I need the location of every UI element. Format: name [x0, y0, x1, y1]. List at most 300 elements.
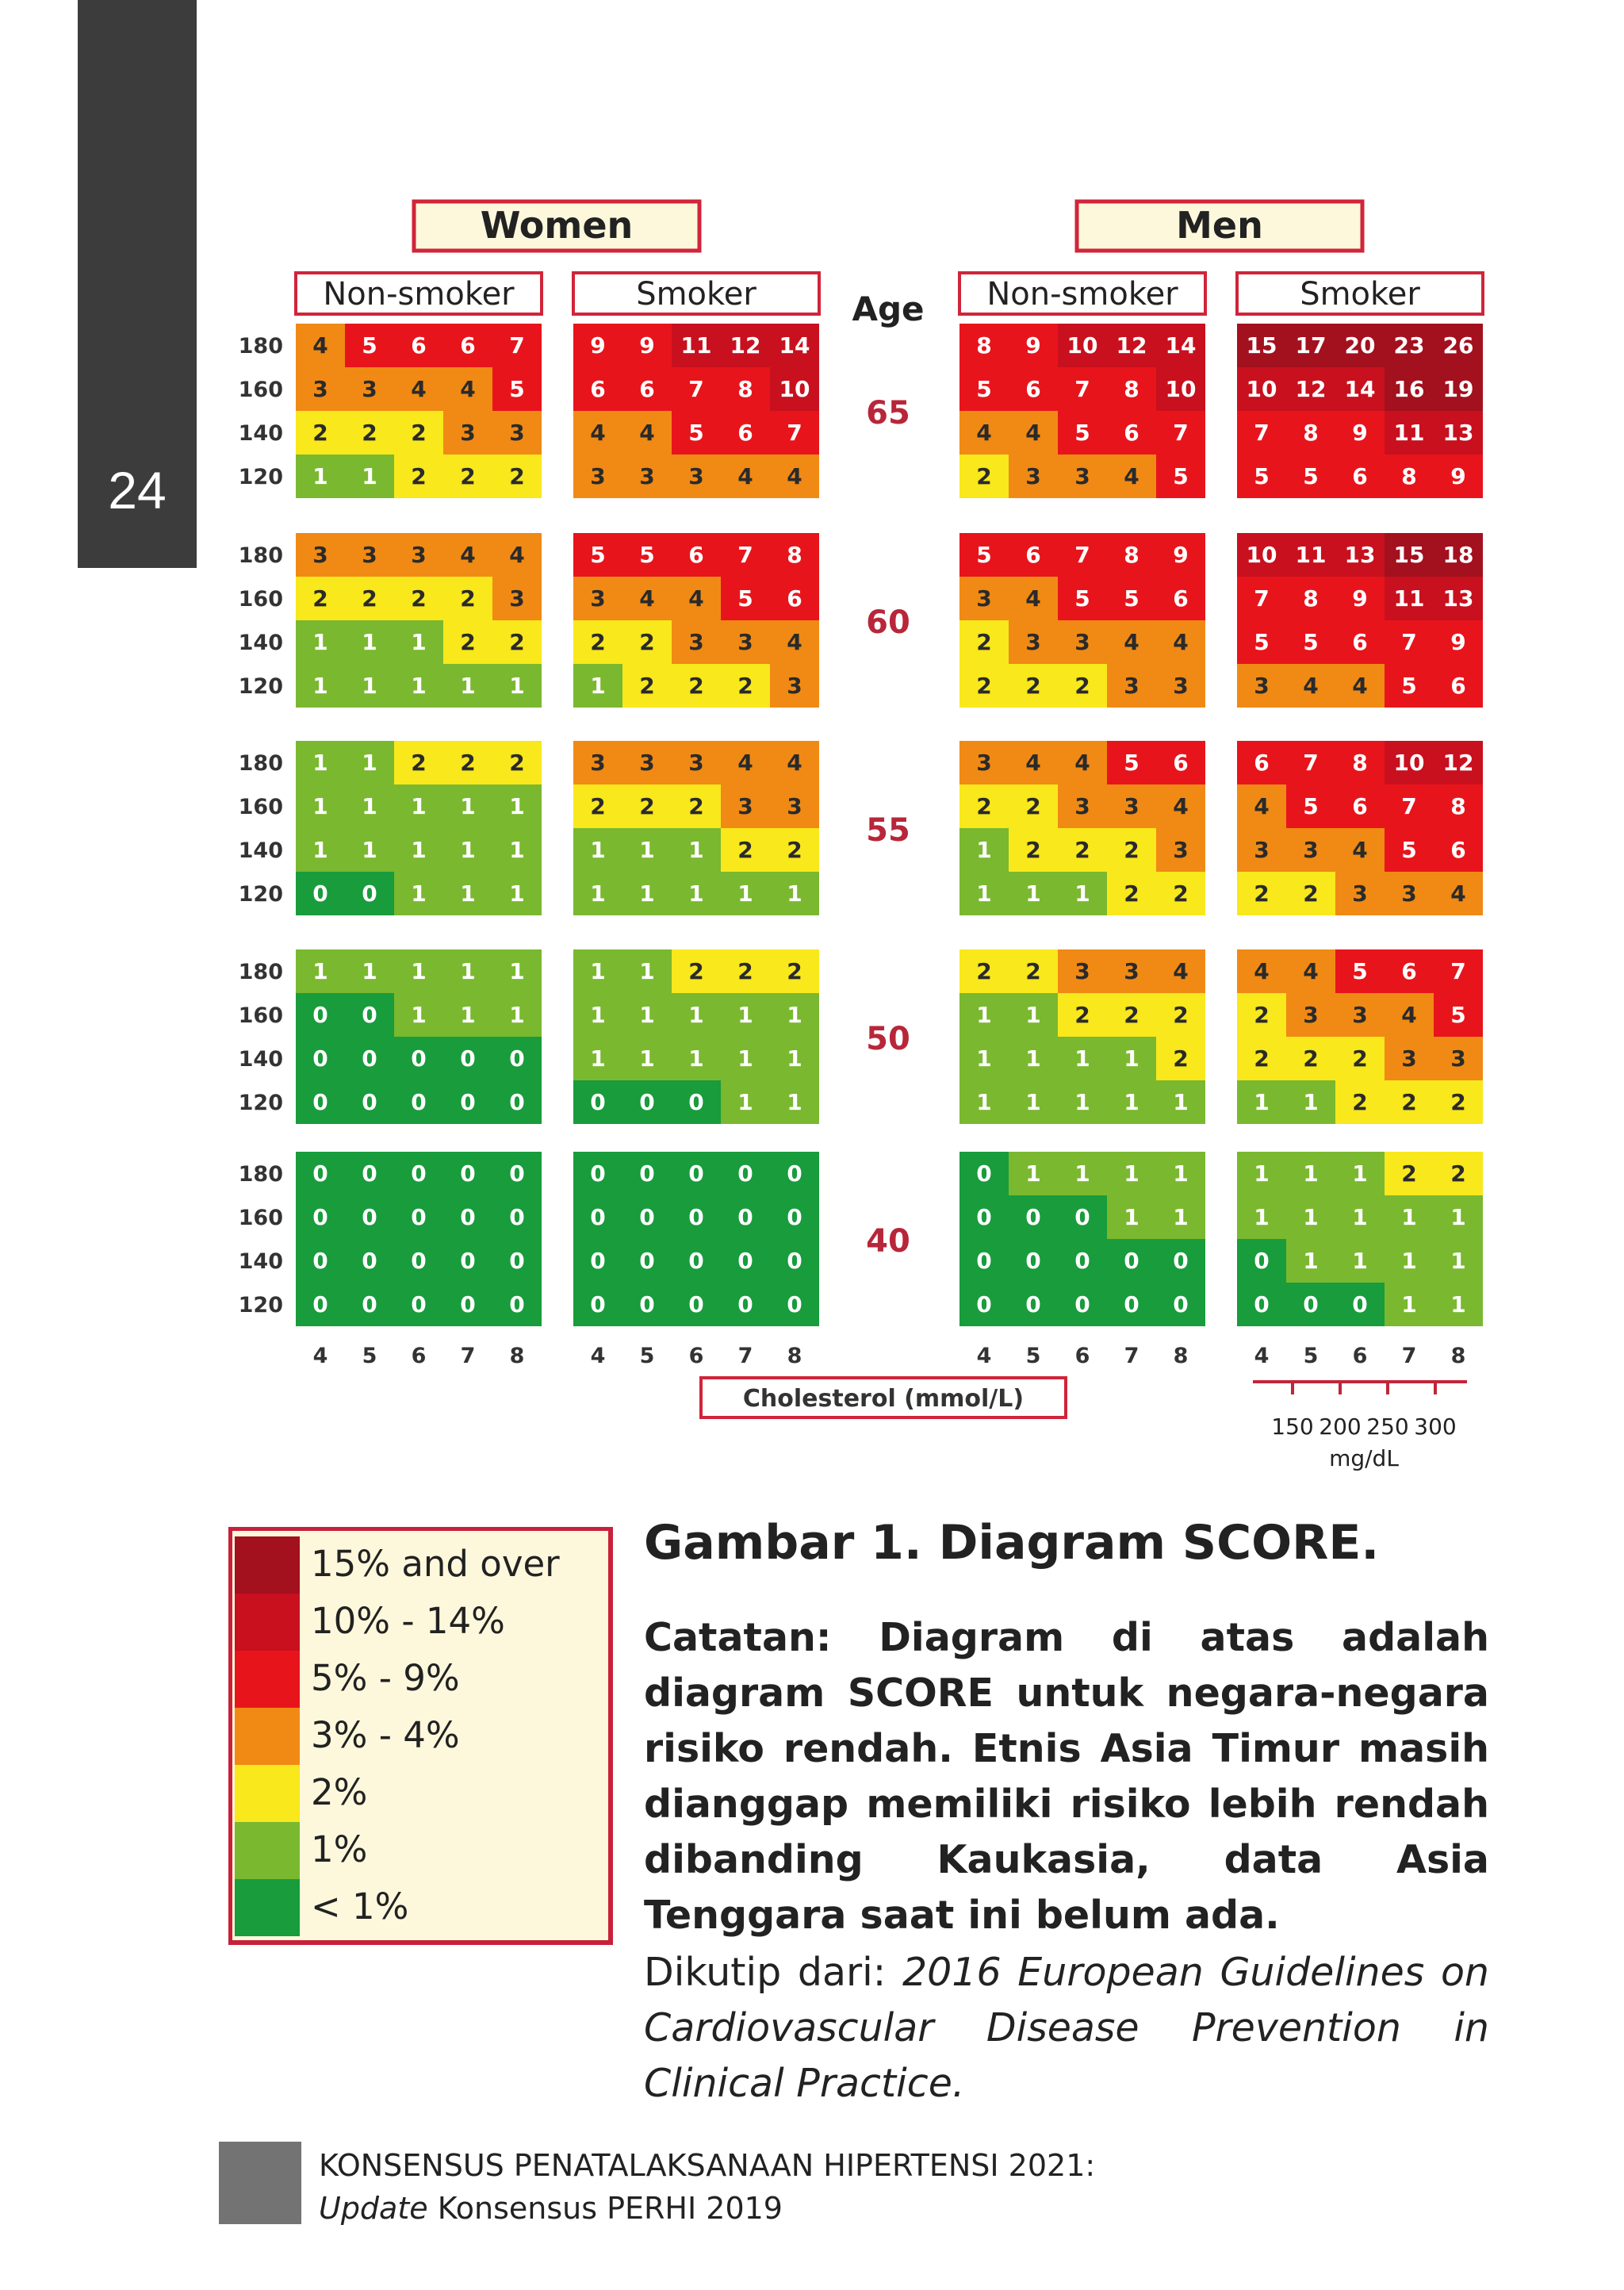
risk-value: 7 [737, 542, 753, 568]
risk-value: 2 [1074, 673, 1090, 699]
risk-value: 3 [509, 585, 525, 612]
risk-value: 0 [1074, 1291, 1090, 1318]
risk-value: 2 [787, 958, 802, 984]
risk-value: 1 [737, 880, 753, 907]
smoking-header-label: Non-smoker [323, 276, 515, 313]
risk-value: 1 [639, 1002, 655, 1028]
risk-value: 0 [312, 1160, 328, 1187]
risk-value: 3 [976, 585, 992, 612]
risk-value: 12 [1295, 376, 1327, 402]
risk-value: 0 [362, 1248, 377, 1274]
sbp-tick-label: 120 [238, 465, 283, 489]
risk-value: 7 [1254, 585, 1270, 612]
legend-label: 5% - 9% [311, 1657, 460, 1699]
risk-value: 0 [688, 1089, 704, 1115]
risk-value: 0 [590, 1089, 606, 1115]
mgdl-tick-label: 200 [1319, 1414, 1362, 1440]
risk-value: 0 [411, 1089, 427, 1115]
risk-value: 0 [1025, 1291, 1041, 1318]
risk-value: 2 [1303, 880, 1319, 907]
risk-value: 1 [312, 958, 328, 984]
risk-value: 6 [688, 542, 704, 568]
risk-value: 3 [460, 420, 476, 446]
risk-value: 4 [460, 376, 476, 402]
risk-value: 3 [1124, 958, 1139, 984]
risk-value: 0 [411, 1291, 427, 1318]
risk-value: 5 [1074, 420, 1090, 446]
risk-value: 2 [411, 585, 427, 612]
risk-value: 1 [362, 793, 377, 819]
risk-value: 1 [1450, 1248, 1466, 1274]
risk-value: 4 [1025, 750, 1041, 776]
risk-value: 2 [312, 420, 328, 446]
risk-value: 3 [590, 750, 606, 776]
cholesterol-tick-label: 7 [1401, 1344, 1417, 1368]
cholesterol-tick-label: 7 [737, 1344, 753, 1368]
risk-value: 0 [509, 1248, 525, 1274]
risk-value: 3 [1025, 629, 1041, 655]
risk-value: 1 [1074, 880, 1090, 907]
legend-swatch [235, 1708, 300, 1765]
risk-value: 0 [639, 1248, 655, 1274]
risk-value: 2 [1450, 1089, 1466, 1115]
risk-value: 3 [312, 376, 328, 402]
risk-value: 1 [590, 673, 606, 699]
risk-value: 5 [1450, 1002, 1466, 1028]
risk-value: 7 [1401, 793, 1417, 819]
legend-label: < 1% [311, 1885, 409, 1928]
sex-header-label: Men [1176, 204, 1263, 247]
risk-value: 0 [411, 1204, 427, 1230]
risk-value: 3 [1074, 958, 1090, 984]
risk-value: 5 [976, 376, 992, 402]
risk-value: 0 [787, 1204, 802, 1230]
risk-value: 0 [737, 1204, 753, 1230]
risk-value: 1 [688, 1045, 704, 1072]
risk-value: 11 [1393, 585, 1425, 612]
source-prefix: Dikutip dari: [644, 1950, 902, 1995]
cholesterol-tick-label: 7 [1124, 1344, 1139, 1368]
footer-block [219, 2142, 301, 2224]
risk-value: 2 [411, 463, 427, 489]
sbp-tick-label: 180 [238, 1162, 283, 1187]
risk-value: 4 [1401, 1002, 1417, 1028]
risk-value: 2 [509, 463, 525, 489]
risk-value: 1 [411, 793, 427, 819]
risk-value: 0 [509, 1160, 525, 1187]
risk-value: 9 [1352, 420, 1368, 446]
risk-value: 1 [509, 793, 525, 819]
risk-value: 1 [688, 837, 704, 863]
risk-value: 9 [1352, 585, 1368, 612]
risk-value: 14 [1344, 376, 1376, 402]
risk-value: 5 [976, 542, 992, 568]
risk-value: 16 [1393, 376, 1425, 402]
risk-value: 6 [1352, 463, 1368, 489]
risk-value: 4 [787, 750, 802, 776]
risk-value: 0 [639, 1291, 655, 1318]
risk-value: 5 [1352, 958, 1368, 984]
legend-label: 15% and over [311, 1543, 560, 1585]
risk-value: 1 [787, 880, 802, 907]
risk-value: 1 [411, 673, 427, 699]
risk-value: 4 [1303, 673, 1319, 699]
risk-value: 4 [1254, 793, 1270, 819]
risk-value: 8 [1401, 463, 1417, 489]
risk-value: 1 [509, 673, 525, 699]
risk-value: 1 [1025, 880, 1041, 907]
risk-value: 6 [787, 585, 802, 612]
risk-value: 14 [1165, 332, 1197, 359]
risk-value: 5 [509, 376, 525, 402]
cholesterol-tick-label: 8 [1450, 1344, 1466, 1368]
risk-value: 0 [312, 1291, 328, 1318]
risk-value: 0 [312, 880, 328, 907]
risk-value: 0 [460, 1045, 476, 1072]
risk-value: 0 [976, 1160, 992, 1187]
risk-value: 4 [1352, 673, 1368, 699]
risk-value: 1 [411, 880, 427, 907]
risk-value: 4 [1025, 420, 1041, 446]
risk-value: 3 [1401, 1045, 1417, 1072]
legend-swatch [235, 1651, 300, 1708]
risk-value: 13 [1344, 542, 1376, 568]
risk-value: 0 [1074, 1248, 1090, 1274]
risk-value: 0 [362, 1002, 377, 1028]
risk-value: 2 [411, 420, 427, 446]
risk-value: 1 [362, 837, 377, 863]
risk-value: 1 [460, 958, 476, 984]
footer-title: KONSENSUS PENATALAKSANAAN HIPERTENSI 2021: [319, 2148, 1096, 2183]
risk-value: 5 [362, 332, 377, 359]
risk-value: 1 [1401, 1291, 1417, 1318]
age-band-label: 55 [866, 812, 910, 849]
risk-value: 3 [509, 420, 525, 446]
risk-value: 2 [688, 793, 704, 819]
risk-value: 1 [509, 880, 525, 907]
risk-value: 3 [1074, 793, 1090, 819]
legend-swatch [235, 1536, 300, 1594]
risk-value: 0 [362, 1204, 377, 1230]
risk-value: 1 [411, 1002, 427, 1028]
risk-value: 1 [312, 837, 328, 863]
risk-value: 7 [688, 376, 704, 402]
risk-value: 15 [1246, 332, 1277, 359]
risk-value: 2 [737, 673, 753, 699]
risk-value: 8 [1124, 376, 1139, 402]
sbp-tick-label: 160 [238, 378, 283, 402]
cholesterol-tick-label: 6 [411, 1344, 427, 1368]
risk-value: 6 [1352, 793, 1368, 819]
risk-value: 2 [590, 629, 606, 655]
risk-value: 1 [460, 673, 476, 699]
risk-value: 1 [1124, 1089, 1139, 1115]
risk-value: 8 [1450, 793, 1466, 819]
cholesterol-tick-label: 4 [1254, 1344, 1270, 1368]
risk-value: 5 [1401, 673, 1417, 699]
risk-value: 2 [362, 585, 377, 612]
risk-value: 6 [1124, 420, 1139, 446]
risk-value: 1 [460, 880, 476, 907]
sbp-tick-label: 140 [238, 421, 283, 446]
risk-value: 0 [1074, 1204, 1090, 1230]
risk-value: 5 [1303, 463, 1319, 489]
risk-value: 1 [509, 837, 525, 863]
risk-value: 0 [737, 1248, 753, 1274]
risk-value: 2 [639, 629, 655, 655]
risk-value: 1 [509, 958, 525, 984]
risk-value: 3 [362, 542, 377, 568]
risk-value: 7 [1074, 542, 1090, 568]
risk-value: 1 [976, 1002, 992, 1028]
risk-value: 2 [1025, 958, 1041, 984]
risk-value: 13 [1442, 420, 1474, 446]
footer-subtitle [319, 2191, 783, 2226]
risk-value: 1 [411, 629, 427, 655]
risk-value: 6 [737, 420, 753, 446]
risk-value: 2 [460, 585, 476, 612]
risk-value: 0 [1352, 1291, 1368, 1318]
risk-value: 1 [1254, 1089, 1270, 1115]
risk-value: 0 [312, 1045, 328, 1072]
legend-label: 3% - 4% [311, 1714, 460, 1756]
risk-value: 3 [362, 376, 377, 402]
risk-value: 1 [362, 463, 377, 489]
risk-value: 4 [509, 542, 525, 568]
risk-value: 10 [1165, 376, 1197, 402]
cholesterol-tick-label: 8 [787, 1344, 802, 1368]
risk-value: 5 [1124, 750, 1139, 776]
risk-value: 5 [688, 420, 704, 446]
age-band-label: 40 [866, 1223, 910, 1260]
risk-value: 0 [312, 1248, 328, 1274]
risk-value: 2 [312, 585, 328, 612]
risk-value: 20 [1344, 332, 1376, 359]
figure-caption-source [644, 1945, 1489, 2112]
risk-value: 3 [1173, 837, 1189, 863]
sbp-tick-label: 180 [238, 334, 283, 359]
risk-value: 1 [688, 880, 704, 907]
risk-value: 0 [362, 1160, 377, 1187]
risk-value: 19 [1442, 376, 1474, 402]
risk-value: 8 [787, 542, 802, 568]
risk-value: 0 [362, 1045, 377, 1072]
mgdl-tick-label: 150 [1271, 1414, 1314, 1440]
risk-value: 6 [1450, 673, 1466, 699]
risk-value: 4 [787, 463, 802, 489]
risk-value: 9 [639, 332, 655, 359]
age-header-label: Age [852, 290, 925, 328]
legend-swatch [235, 1879, 300, 1936]
risk-value: 3 [737, 793, 753, 819]
risk-value: 0 [1173, 1291, 1189, 1318]
risk-value: 3 [639, 463, 655, 489]
risk-value: 2 [590, 793, 606, 819]
legend-swatch [235, 1822, 300, 1879]
figure-caption-title: Gambar 1. Diagram SCORE. [644, 1515, 1380, 1571]
cholesterol-tick-label: 7 [460, 1344, 476, 1368]
risk-value: 0 [1254, 1291, 1270, 1318]
risk-value: 3 [688, 463, 704, 489]
risk-value: 3 [590, 585, 606, 612]
footer-subtitle-rest: Konsensus PERHI 2019 [427, 2191, 783, 2226]
risk-value: 0 [590, 1160, 606, 1187]
risk-value: 1 [1124, 1160, 1139, 1187]
risk-value: 1 [639, 958, 655, 984]
risk-value: 2 [1124, 1002, 1139, 1028]
risk-value: 1 [590, 1045, 606, 1072]
risk-value: 1 [1124, 1204, 1139, 1230]
risk-value: 4 [1254, 958, 1270, 984]
risk-value: 1 [639, 1045, 655, 1072]
cholesterol-tick-label: 6 [688, 1344, 704, 1368]
risk-value: 1 [639, 880, 655, 907]
risk-value: 2 [1254, 1045, 1270, 1072]
risk-value: 2 [460, 463, 476, 489]
risk-value: 1 [460, 793, 476, 819]
risk-value: 26 [1442, 332, 1474, 359]
risk-value: 4 [787, 629, 802, 655]
risk-value: 1 [590, 880, 606, 907]
risk-value: 0 [460, 1248, 476, 1274]
risk-value: 12 [1442, 750, 1474, 776]
risk-value: 2 [362, 420, 377, 446]
risk-value: 0 [590, 1248, 606, 1274]
age-band-label: 60 [866, 604, 910, 641]
risk-value: 3 [787, 793, 802, 819]
sbp-tick-label: 160 [238, 795, 283, 819]
cholesterol-tick-label: 4 [976, 1344, 992, 1368]
mgdl-unit-label: mg/dL [1329, 1445, 1399, 1471]
risk-value: 1 [1025, 1160, 1041, 1187]
risk-value: 1 [362, 629, 377, 655]
risk-value: 11 [1393, 420, 1425, 446]
risk-value: 4 [460, 542, 476, 568]
risk-value: 1 [362, 750, 377, 776]
sbp-tick-label: 180 [238, 543, 283, 568]
risk-value: 2 [976, 793, 992, 819]
risk-value: 1 [976, 837, 992, 863]
risk-value: 2 [1124, 880, 1139, 907]
risk-value: 0 [1124, 1291, 1139, 1318]
risk-value: 1 [509, 1002, 525, 1028]
risk-value: 2 [737, 837, 753, 863]
risk-legend [228, 1527, 614, 1947]
risk-value: 7 [787, 420, 802, 446]
risk-value: 4 [976, 420, 992, 446]
risk-value: 1 [787, 1002, 802, 1028]
risk-value: 9 [1173, 542, 1189, 568]
risk-value: 3 [639, 750, 655, 776]
risk-value: 0 [411, 1248, 427, 1274]
sbp-tick-label: 140 [238, 1047, 283, 1072]
legend-label: 1% [311, 1828, 368, 1870]
risk-value: 1 [976, 880, 992, 907]
risk-value: 0 [460, 1160, 476, 1187]
risk-value: 4 [639, 420, 655, 446]
risk-value: 0 [460, 1204, 476, 1230]
mgdl-tick-label: 300 [1414, 1414, 1457, 1440]
risk-value: 0 [509, 1204, 525, 1230]
cholesterol-tick-label: 5 [639, 1344, 655, 1368]
risk-value: 6 [1254, 750, 1270, 776]
risk-value: 2 [460, 629, 476, 655]
sbp-tick-label: 120 [238, 882, 283, 907]
risk-value: 3 [1025, 463, 1041, 489]
risk-value: 3 [1450, 1045, 1466, 1072]
risk-value: 1 [312, 673, 328, 699]
risk-value: 2 [688, 958, 704, 984]
risk-value: 1 [460, 1002, 476, 1028]
risk-value: 1 [1254, 1160, 1270, 1187]
risk-value: 4 [1303, 958, 1319, 984]
risk-value: 12 [1116, 332, 1147, 359]
risk-value: 1 [590, 1002, 606, 1028]
risk-value: 3 [312, 542, 328, 568]
figure-caption-note: Catatan: Diagram di atas adalah diagram SCORE untuk negara-negara risiko rendah. Etnis Asia Timur masih dianggap memiliki risiko lebih rendah dibanding Kaukasia, data Asia Tenggara saat ini belum ada. [644, 1615, 1489, 1938]
risk-value: 4 [1124, 463, 1139, 489]
risk-value: 1 [460, 837, 476, 863]
risk-value: 7 [1254, 420, 1270, 446]
risk-value: 1 [1074, 1089, 1090, 1115]
legend-swatch [235, 1594, 300, 1651]
risk-value: 1 [1401, 1204, 1417, 1230]
risk-value: 1 [312, 793, 328, 819]
risk-value: 1 [312, 629, 328, 655]
risk-value: 8 [1303, 420, 1319, 446]
risk-value: 1 [1124, 1045, 1139, 1072]
risk-value: 4 [1173, 629, 1189, 655]
risk-value: 9 [590, 332, 606, 359]
risk-value: 23 [1393, 332, 1425, 359]
risk-value: 4 [1074, 750, 1090, 776]
risk-value: 1 [362, 673, 377, 699]
risk-value: 4 [737, 463, 753, 489]
risk-value: 1 [1303, 1204, 1319, 1230]
sbp-tick-label: 180 [238, 960, 283, 984]
risk-value: 4 [411, 376, 427, 402]
risk-value: 18 [1442, 542, 1474, 568]
risk-value: 17 [1295, 332, 1327, 359]
risk-value: 2 [1074, 837, 1090, 863]
age-band-label: 50 [866, 1021, 910, 1057]
risk-value: 1 [1450, 1291, 1466, 1318]
risk-value: 1 [411, 958, 427, 984]
risk-value: 1 [362, 958, 377, 984]
sbp-tick-label: 140 [238, 1249, 283, 1274]
cholesterol-axis-label: Cholesterol (mmol/L) [742, 1385, 1025, 1413]
sbp-tick-label: 120 [238, 674, 283, 699]
source-reference: 2016 European Guidelines on Cardiovascular Disease Prevention in Clinical Practice. [644, 1950, 1489, 2106]
risk-value: 1 [1025, 1002, 1041, 1028]
page-number: 24 [108, 461, 167, 520]
risk-value: 0 [1025, 1204, 1041, 1230]
risk-value: 1 [976, 1089, 992, 1115]
risk-value: 0 [509, 1291, 525, 1318]
risk-value: 1 [411, 837, 427, 863]
risk-value: 1 [976, 1045, 992, 1072]
risk-value: 2 [1173, 1002, 1189, 1028]
risk-value: 1 [737, 1045, 753, 1072]
risk-value: 0 [976, 1248, 992, 1274]
risk-value: 5 [1074, 585, 1090, 612]
risk-value: 3 [688, 629, 704, 655]
risk-value: 6 [1173, 585, 1189, 612]
risk-value: 0 [1124, 1248, 1139, 1274]
footer-update-word: Update [319, 2191, 428, 2226]
risk-value: 10 [1067, 332, 1098, 359]
risk-value: 8 [976, 332, 992, 359]
